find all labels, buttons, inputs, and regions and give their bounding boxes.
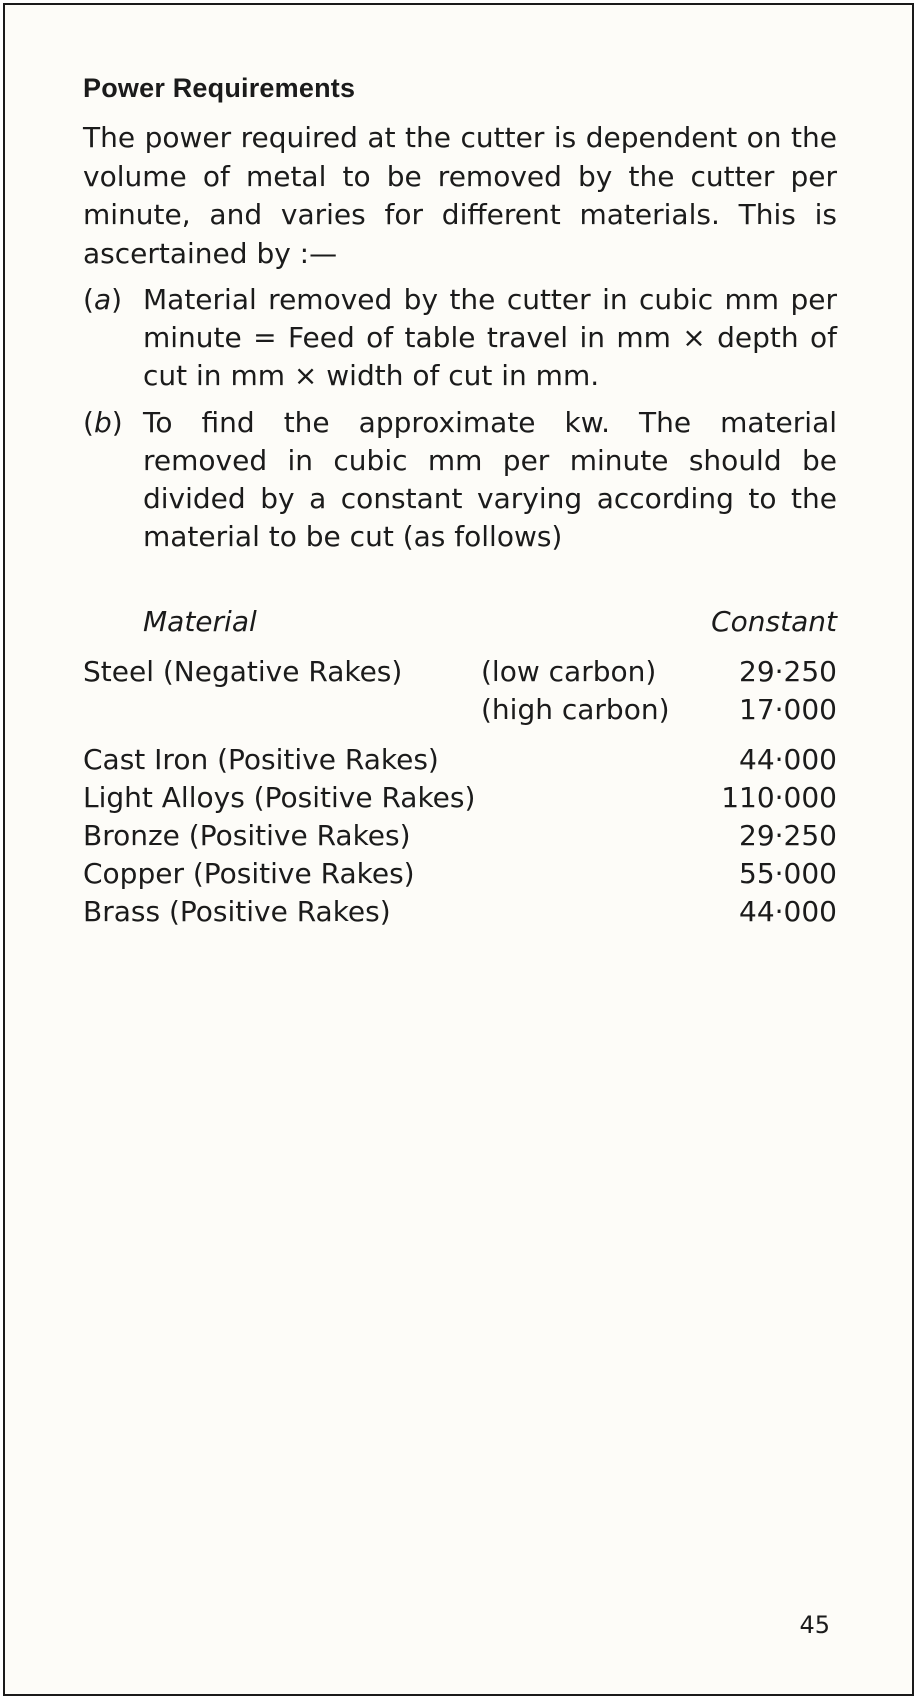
row-constant: 29·250 <box>739 655 837 688</box>
list-marker-a: (a) <box>83 283 123 316</box>
list-marker-b: (b) <box>83 406 123 439</box>
row-constant: 17·000 <box>739 693 837 726</box>
row-subtype: (low carbon) <box>481 655 657 688</box>
row-constant: 44·000 <box>739 743 837 776</box>
row-material: Steel (Negative Rakes) <box>83 655 403 688</box>
row-material: Bronze (Positive Rakes) <box>83 819 411 852</box>
header-constant: Constant <box>711 605 837 638</box>
list-item-a-text: Material removed by the cutter in cubic mm per minute = Feed of table travel in mm × depth of cut in mm × width of cut in mm. <box>143 283 837 392</box>
row-constant: 44·000 <box>739 895 837 928</box>
row-material: Copper (Positive Rakes) <box>83 857 415 890</box>
table-row <box>83 779 837 817</box>
list-item-b-text: To find the approximate kw. The material removed in cubic mm per minute should be divided by a constant varying according to the material to be cut (as follows) <box>143 406 837 553</box>
row-subtype: (high carbon) <box>481 693 670 726</box>
table-row <box>83 893 837 931</box>
table-row <box>83 741 837 779</box>
row-constant: 110·000 <box>721 781 837 814</box>
intro-paragraph: The power required at the cutter is dependent on the volume of metal to be removed by the cutter per minute, and varies for different materials. This is ascertained by :— <box>83 121 837 270</box>
list-item-b <box>83 404 837 556</box>
list-item-a <box>83 281 837 395</box>
table-row <box>83 691 837 729</box>
row-constant: 55·000 <box>739 857 837 890</box>
row-material: Cast Iron (Positive Rakes) <box>83 743 439 776</box>
row-constant: 29·250 <box>739 819 837 852</box>
section-heading: Power Requirements <box>83 73 356 103</box>
row-material: Light Alloys (Positive Rakes) <box>83 781 476 814</box>
table-row <box>83 855 837 893</box>
page-frame <box>3 3 914 1696</box>
header-material: Material <box>143 605 257 638</box>
page-number: 45 <box>799 1611 830 1639</box>
row-material: Brass (Positive Rakes) <box>83 895 391 928</box>
table-row <box>83 817 837 855</box>
table-row <box>83 653 837 691</box>
